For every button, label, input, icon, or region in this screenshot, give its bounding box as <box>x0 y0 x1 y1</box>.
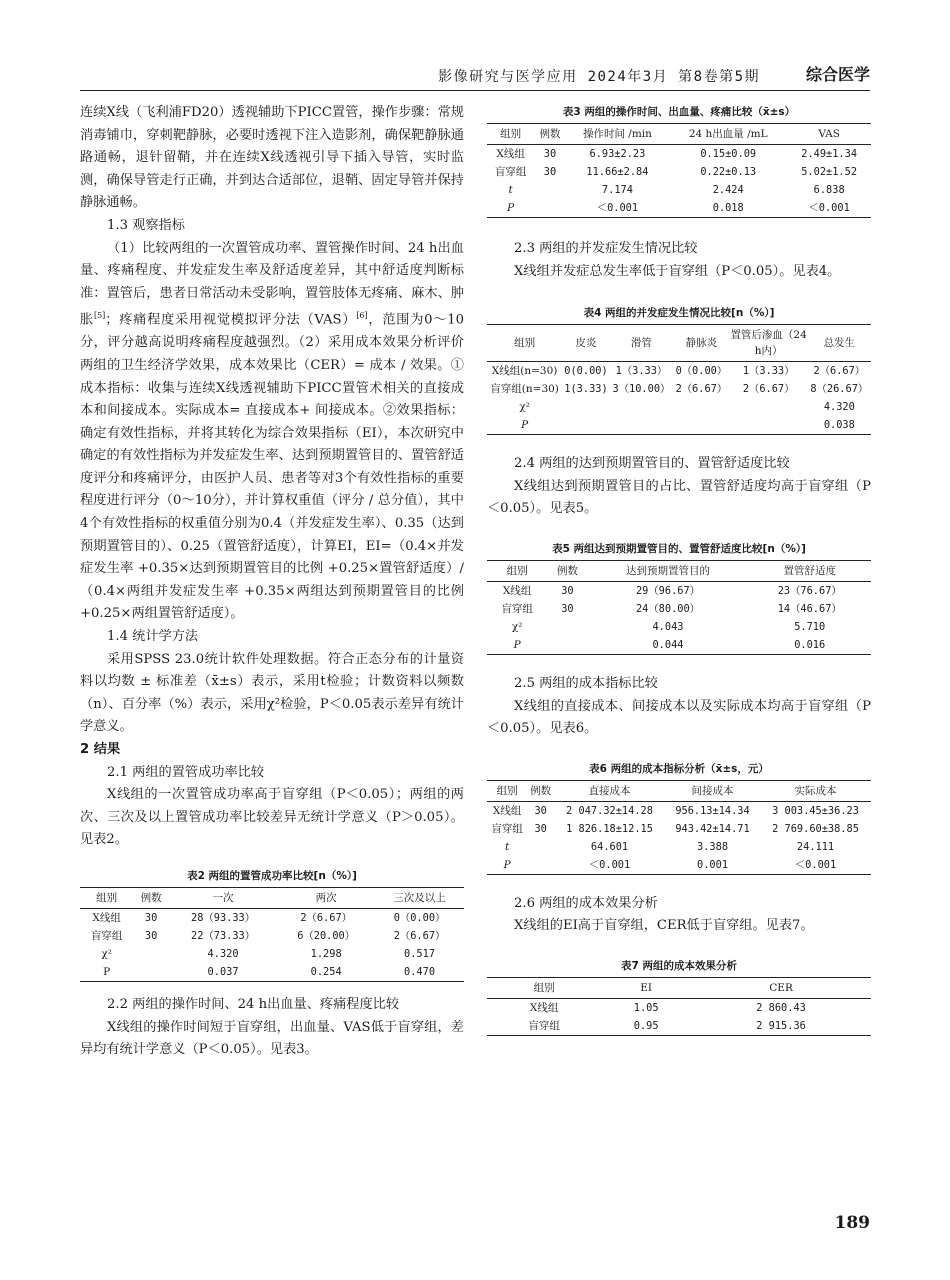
table-header: 达到预期置管目的 <box>588 560 749 581</box>
table-cell <box>562 398 610 416</box>
table-cell: 2（6.67） <box>742 383 795 396</box>
table-header-row <box>487 560 871 581</box>
table-header: 置管后渗血（24 h内） <box>730 325 808 362</box>
paragraph-statistics: 采用SPSS 23.0统计软件处理数据。符合正态分布的计量资料以均数 ± 标准差（x̄±s）表示，采用t检验；计数资料以频数（n）、百分率（%）表示，采用χ²检验，P＜0.05表示差异有统计学意义。 <box>80 651 464 735</box>
table-cell <box>527 856 554 875</box>
table-cell: 盲穿组 <box>494 166 527 178</box>
table-cell: 1 826.18±12.15 <box>566 822 653 835</box>
table-header-row <box>487 977 871 998</box>
table-cell: 30 <box>144 911 158 924</box>
table-cell: 29（96.67） <box>635 584 700 597</box>
table-header: 24 h出血量 /mL <box>669 124 787 145</box>
heading-2: 2 结果 <box>80 742 121 758</box>
table-cell <box>673 398 730 416</box>
table7-caption: 表7 两组的成本效果分析 <box>621 959 737 972</box>
table-cell: 23（76.67） <box>777 584 842 597</box>
table-row <box>487 199 871 218</box>
table-cell: 24（80.00） <box>635 602 700 615</box>
table-cell: 1（3.33） <box>742 365 795 378</box>
table-row <box>487 398 871 416</box>
table-cell <box>133 963 169 982</box>
table-header-row <box>487 325 871 362</box>
table-cell: 4.320 <box>207 947 239 960</box>
table-cell: 3.388 <box>697 840 729 853</box>
table-cell: P <box>503 858 511 871</box>
table-3 <box>487 123 871 218</box>
table-header: 滑管 <box>610 325 673 362</box>
table-cell: 0.038 <box>823 419 855 432</box>
paragraph-2-1: X线组的一次置管成功率高于盲穿组（P＜0.05）；两组的两次、三次及以上置管成功率比较差异无统计学意义（P＞0.05）。见表2。 <box>80 787 464 848</box>
table-cell: 盲穿组 <box>528 1019 560 1032</box>
table-row <box>487 618 871 636</box>
table-cell: 0.016 <box>794 638 826 651</box>
table-cell: 1.05 <box>633 1001 659 1014</box>
table-2 <box>80 887 464 982</box>
table-row <box>487 362 871 381</box>
table-header: 组别 <box>487 325 562 362</box>
left-column <box>80 102 464 1062</box>
table-cell: 1.298 <box>310 947 342 960</box>
table-cell <box>547 618 587 636</box>
table-header: 组别 <box>487 560 547 581</box>
table-cell: 0.517 <box>404 947 436 960</box>
table-header: 组别 <box>80 887 133 908</box>
table-cell: P <box>521 419 529 432</box>
table-cell <box>547 636 587 655</box>
table-4 <box>487 324 871 435</box>
table-header: EI <box>601 977 691 998</box>
paragraph-2-5: X线组的直接成本、间接成本以及实际成本均高于盲穿组（P＜0.05）。见表6。 <box>487 698 871 737</box>
table-row <box>487 416 871 435</box>
table-header: 两次 <box>277 887 375 908</box>
table-header: 直接成本 <box>554 780 665 801</box>
table-cell: 28（93.33） <box>191 911 256 924</box>
table-row <box>80 927 464 945</box>
table-cell: 14（46.67） <box>777 602 842 615</box>
table-cell: X线组 <box>496 148 525 160</box>
table-cell: t <box>508 184 513 196</box>
table-cell: 2（6.67） <box>300 911 352 924</box>
table-cell <box>527 838 554 856</box>
table-row <box>487 856 871 875</box>
table-cell: t <box>505 840 510 853</box>
heading-2-4: 2.4 两组的达到预期置管目的、置管舒适度比较 <box>514 456 790 472</box>
table-cell: 30 <box>534 804 547 817</box>
table-cell <box>610 398 673 416</box>
table-row <box>487 181 871 199</box>
table-cell: P <box>507 202 515 214</box>
table-cell: 7.174 <box>601 184 633 196</box>
table-row <box>80 945 464 963</box>
table-header: 组别 <box>487 124 534 145</box>
paragraph-procedure: 连续X线（飞利浦FD20）透视辅助下PICC置管，操作步骤：常规消毒铺巾，穿刺靶静脉，必要时透视下注入造影剂，确保靶静脉通路通畅，退针留鞘，并在连续X线透视引导下插入导管，实时监测，确保导管走行正确，并到达合适部位，退鞘、固定导管并保持静脉通畅。 <box>80 105 464 211</box>
table-cell: 1(3.33) <box>564 383 608 396</box>
table-cell: 0.22±0.13 <box>700 166 757 178</box>
table-cell: 0.95 <box>633 1019 659 1032</box>
table-6 <box>487 780 871 875</box>
table-row <box>80 963 464 982</box>
table-cell <box>534 199 565 218</box>
table-header: 例数 <box>133 887 169 908</box>
table-header: 置管舒适度 <box>748 560 871 581</box>
table-row <box>487 380 871 398</box>
journal-info: 影像研究与医学应用 2024年3月 第8卷第5期 <box>438 69 760 85</box>
table2-caption: 表2 两组的置管成功率比较[n（%）] <box>187 869 357 882</box>
table-cell: 盲穿组(n=30) <box>490 383 559 396</box>
table-cell: 0(0.00) <box>564 365 608 378</box>
heading-2-3: 2.3 两组的并发症发生情况比较 <box>514 241 698 256</box>
table-cell: 30 <box>543 166 557 178</box>
table6-caption: 表6 两组的成本指标分析（x̄±s，元） <box>589 762 769 775</box>
table-cell: 0.018 <box>712 202 744 214</box>
table-cell: 8（26.67） <box>810 383 869 396</box>
heading-2-1: 2.1 两组的置管成功率比较 <box>107 764 265 780</box>
paragraph-2-6: X线组的EI高于盲穿组，CER低于盲穿组。见表7。 <box>514 918 814 934</box>
table-header: 静脉炎 <box>673 325 730 362</box>
table-5 <box>487 560 871 655</box>
table-cell: χ² <box>101 947 112 960</box>
table-cell: 盲穿组 <box>90 929 123 942</box>
table-cell: ＜0.001 <box>588 858 631 871</box>
table-cell: 3（10.00） <box>612 383 671 396</box>
table-cell: 30 <box>144 929 158 942</box>
text-run: ；疼痛程度采用视觉模拟评分法（VAS） <box>105 312 357 328</box>
heading-1-4: 1.4 统计学方法 <box>107 629 199 645</box>
table-row <box>80 908 464 927</box>
table-header: 例数 <box>547 560 587 581</box>
table-cell <box>730 398 808 416</box>
table-cell: ＜0.001 <box>794 858 837 871</box>
table-cell: X线组(n=30) <box>491 365 558 378</box>
table-cell: 24.111 <box>796 840 835 853</box>
table-cell: 4.043 <box>652 620 684 633</box>
table3-caption: 表3 两组的操作时间、出血量、疼痛比较（x̄±s） <box>562 106 796 118</box>
text-run: ，范围为0～10分，评分越高说明疼痛程度越强烈。（2）采用成本效果分析评价两组的卫生经济学效果，成本效果比（CER）= 成本 / 效果。①成本指标：收集与连续X线透视辅助下PICC置管术相关的直接成本和间接成本。实际成本= 直接成本+ 间接成本。②效果指标：确定有效性指标，并将其转化为综合效果指标（EI），本次研究中确定的有效性指标为并发症发生率、达到预期置管目的、置管舒适度评分和疼痛评分，由医护人员、患者等对3个有效性指标的重要程度进行评分（0～10分），并计算权重值（评分 / 总分值），其中4个有效性指标的权重值分别为0.4（并发症发生率）、0.35（达到预期置管目的）、0.25（置管舒适度），计算EI，EI=（0.4×并发症发生率 +0.35×达到预期置管目的比例 +0.25×置管舒适度）/（0.4×两组并发症发生率 +0.35×两组达到预期置管目的比例 +0.25×两组置管舒适度）。 <box>80 312 465 622</box>
table-header: 操作时间 /min <box>566 124 669 145</box>
table-header: 组别 <box>487 780 527 801</box>
table-cell: 2 915.36 <box>756 1019 806 1032</box>
citation-5[interactable]: [5] <box>93 311 106 321</box>
table-header: VAS <box>787 124 871 145</box>
table-cell: 22（73.33） <box>191 929 256 942</box>
table-cell: χ² <box>511 620 523 633</box>
table-cell: 0.001 <box>697 858 729 871</box>
table-header: 实际成本 <box>760 780 871 801</box>
table-cell: 5.710 <box>794 620 826 633</box>
table-row <box>487 636 871 655</box>
table-cell: 6.93±2.23 <box>589 148 646 160</box>
table-cell: 30 <box>534 822 547 835</box>
table-row <box>487 1017 871 1036</box>
citation-6[interactable]: [6] <box>356 311 368 321</box>
table-cell: 0.254 <box>310 965 342 978</box>
table-row <box>487 820 871 838</box>
table-cell: 0（0.00） <box>675 365 728 378</box>
table-cell: 1（3.33） <box>615 365 668 378</box>
table-header-row <box>487 124 871 145</box>
table-cell: X线组 <box>529 1001 559 1014</box>
table-header: 总发生 <box>808 325 871 362</box>
heading-1-3: 1.3 观察指标 <box>107 217 185 233</box>
table-cell <box>133 945 169 963</box>
table-cell: 2（6.67） <box>813 365 866 378</box>
right-column <box>487 102 871 1036</box>
table-header: 例数 <box>534 124 565 145</box>
table-header: 例数 <box>527 780 554 801</box>
table-cell: 11.66±2.84 <box>586 166 649 178</box>
table-header-row <box>487 780 871 801</box>
table-cell: 盲穿组 <box>491 822 523 835</box>
table-row <box>487 838 871 856</box>
table-7 <box>487 977 871 1036</box>
table-cell: 2 047.32±14.28 <box>566 804 653 817</box>
table-cell: χ² <box>519 401 530 414</box>
table-cell: 2（6.67） <box>393 929 446 942</box>
table-row <box>487 145 871 164</box>
table-cell: 2.424 <box>712 184 744 196</box>
table-cell: 30 <box>561 584 574 597</box>
table-cell: 0.037 <box>207 965 239 978</box>
heading-2-5: 2.5 两组的成本指标比较 <box>514 675 658 691</box>
section-title: 综合医学 <box>805 65 870 84</box>
table-cell: 956.13±14.34 <box>675 804 750 817</box>
table-cell: 30 <box>543 148 557 160</box>
table-cell: 2.49±1.34 <box>801 148 858 160</box>
table-row <box>487 600 871 618</box>
table4-caption: 表4 两组的并发症发生情况比较[n（%）] <box>583 307 775 320</box>
table-cell: X线组 <box>502 584 532 597</box>
heading-2-6: 2.6 两组的成本效果分析 <box>514 895 658 911</box>
table-cell: 0.044 <box>652 638 684 651</box>
table5-caption: 表5 两组达到预期置管目的、置管舒适度比较[n（%）] <box>552 542 806 555</box>
table-header: 组别 <box>487 977 601 998</box>
table-header: 皮炎 <box>562 325 610 362</box>
paragraph-indicators <box>80 238 464 626</box>
table-cell <box>534 181 565 199</box>
table-cell: X线组 <box>92 911 121 924</box>
table-cell: 2 769.60±38.85 <box>772 822 859 835</box>
table-header: CER <box>691 977 871 998</box>
table-cell: ＜0.001 <box>808 202 850 214</box>
table-header: 一次 <box>169 887 277 908</box>
table-row <box>487 163 871 181</box>
table-cell: 2（6.67） <box>675 383 728 396</box>
table-cell: 3 003.45±36.23 <box>772 804 859 817</box>
table-cell: 943.42±14.71 <box>675 822 750 835</box>
page-number: 189 <box>834 1213 870 1233</box>
table-row <box>487 581 871 600</box>
table-cell: 6（20.00） <box>297 929 356 942</box>
table-cell: 64.601 <box>590 840 629 853</box>
table-cell: ＜0.001 <box>596 202 639 214</box>
text-run: （1）比较两组的一次置管成功率、置管操作时间、24 h出血量、疼痛程度、并发症发生率及舒适度差异，其中舒适度判断标准：置管后，患者日常活动未受影响，置管肢体无疼痛、麻木、肿胀 <box>80 240 464 328</box>
table-row <box>487 801 871 820</box>
table-cell: 0（0.00） <box>393 911 446 924</box>
paragraph-2-2: X线组的操作时间短于盲穿组，出血量、VAS低于盲穿组，差异均有统计学意义（P＜0.05）。见表3。 <box>80 1019 464 1058</box>
heading-2-2: 2.2 两组的操作时间、24 h出血量、疼痛程度比较 <box>107 996 400 1012</box>
table-cell: 0.15±0.09 <box>700 148 757 160</box>
table-cell: P <box>103 965 111 978</box>
table-cell: 盲穿组 <box>501 602 533 615</box>
table-cell: 6.838 <box>813 184 845 196</box>
table-row <box>487 998 871 1017</box>
table-cell: 2 860.43 <box>756 1001 806 1014</box>
table-cell: 30 <box>561 602 574 615</box>
running-header <box>80 62 870 91</box>
paragraph-2-4: X线组达到预期置管目的占比、置管舒适度均高于盲穿组（P＜0.05）。见表5。 <box>487 478 871 517</box>
table-cell <box>610 416 673 435</box>
table-header-row <box>80 887 464 908</box>
paragraph-2-3: X线组并发症总发生率低于盲穿组（P＜0.05）。见表4。 <box>514 263 841 279</box>
table-cell: 4.320 <box>823 401 855 414</box>
table-cell <box>730 416 808 435</box>
table-cell: 0.470 <box>404 965 436 978</box>
table-cell: P <box>513 638 521 651</box>
table-header: 间接成本 <box>665 780 760 801</box>
table-cell: 5.02±1.52 <box>801 166 858 178</box>
table-header: 三次及以上 <box>375 887 464 908</box>
table-cell <box>562 416 610 435</box>
table-cell <box>673 416 730 435</box>
table-cell: X线组 <box>492 804 522 817</box>
